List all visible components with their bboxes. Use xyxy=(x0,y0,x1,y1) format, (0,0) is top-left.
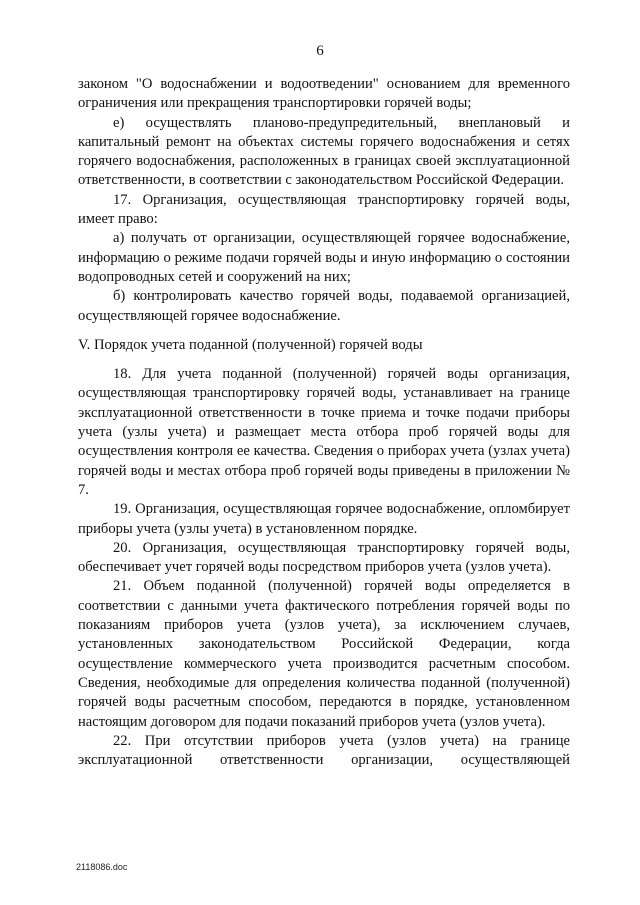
section-heading: V. Порядок учета поданной (полученной) горячей воды xyxy=(78,336,423,353)
page-number: 6 xyxy=(316,43,324,59)
paragraph-18: 18. Для учета поданной (полученной) горячей воды организация, осуществляющая транспортировку горячей воды, устанавливает на границе эксплуатационной ответственности в точке приема и точке подачи приборы учета (узлы учета) и размещает места отбора проб горячей воды для осуществления контроля ее качества. Сведения о приборах учета (узлах учета) горячей воды и местах отбора проб горячей воды приведены в приложении № 7. xyxy=(78,366,570,498)
paragraph-item-e: е) осуществлять планово-предупредительный, внеплановый и капитальный ремонт на объектах системы горячего водоснабжения и сетях горячего водоснабжения, расположенных в границах своей эксплуатационной ответственности, в соответствии с законодательством Российской Федерации. xyxy=(78,114,570,189)
paragraph-20: 20. Организация, осуществляющая транспортировку горячей воды, обеспечивает учет горячей воды посредством приборов учета (узлов учета). xyxy=(78,539,570,576)
paragraph-item-b: б) контролировать качество горячей воды, подаваемой организацией, осуществляющей горячее водоснабжение. xyxy=(78,288,570,324)
footer-filename: 2118086.doc xyxy=(76,862,128,872)
paragraph-21: 21. Объем поданной (полученной) горячей воды определяется в соответствии с данными учета фактического потребления горячей воды по показаниям приборов учета (узлов учета), за исключением случаев, установленных законодательством Российской Федерации, когда осуществление коммерческого учета производится расчетным способом. Сведения, необходимые для определения количества поданной (полученной) горячей воды расчетным способом, передаются в порядке, установленном настоящим договором для подачи показаний приборов учета (узлов учета). xyxy=(78,578,570,730)
paragraph-17: 17. Организация, осуществляющая транспортировку горячей воды, имеет право: xyxy=(78,191,570,228)
paragraph-continuation: законом "О водоснабжении и водоотведении" основанием для временного ограничения или прекращения транспортировки горячей воды; xyxy=(78,76,570,112)
paragraph-19: 19. Организация, осуществляющая горячее водоснабжение, опломбирует приборы учета (узлы учета) в установленном порядке. xyxy=(78,501,570,537)
paragraph-item-a: а) получать от организации, осуществляющей горячее водоснабжение, информацию о режиме подачи горячей воды и иную информацию о состоянии водопроводных сетей и сооружений на них; xyxy=(78,230,570,285)
paragraph-22: 22. При отсутствии приборов учета (узлов учета) на границе эксплуатационной ответственности организации, осуществляющей xyxy=(78,732,570,769)
document-body xyxy=(78,75,570,770)
